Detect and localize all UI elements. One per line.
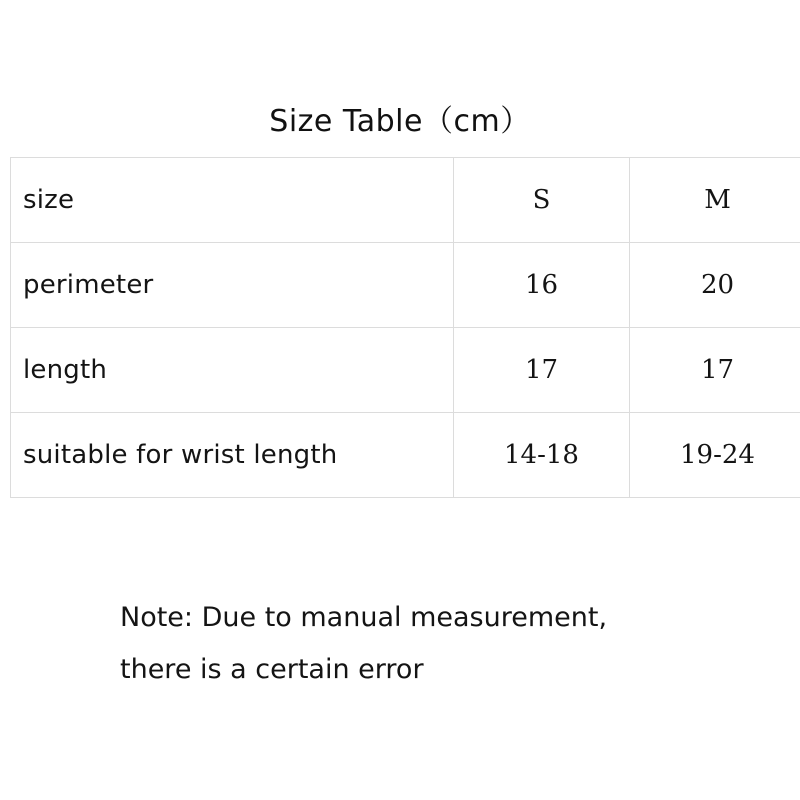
row-label: length xyxy=(11,328,454,413)
table-row xyxy=(11,158,800,243)
size-table-container xyxy=(10,157,800,498)
table-row xyxy=(11,413,800,498)
note-block xyxy=(0,592,800,696)
row-label: suitable for wrist length xyxy=(11,413,454,498)
row-value-m: 20 xyxy=(630,243,800,328)
row-value-m: 17 xyxy=(630,328,800,413)
row-value-s: 14-18 xyxy=(454,413,630,498)
row-value-s: 17 xyxy=(454,328,630,413)
page-title: Size Table（cm） xyxy=(269,104,531,139)
row-label: perimeter xyxy=(11,243,454,328)
size-table xyxy=(10,157,800,498)
row-value-m: M xyxy=(630,158,800,243)
table-row xyxy=(11,328,800,413)
row-value-s: S xyxy=(454,158,630,243)
row-value-m: 19-24 xyxy=(630,413,800,498)
table-row xyxy=(11,243,800,328)
note-line-1: Note: Due to manual measurement, xyxy=(120,602,608,633)
row-label: size xyxy=(11,158,454,243)
row-value-s: 16 xyxy=(454,243,630,328)
note-line-2: there is a certain error xyxy=(120,654,424,685)
